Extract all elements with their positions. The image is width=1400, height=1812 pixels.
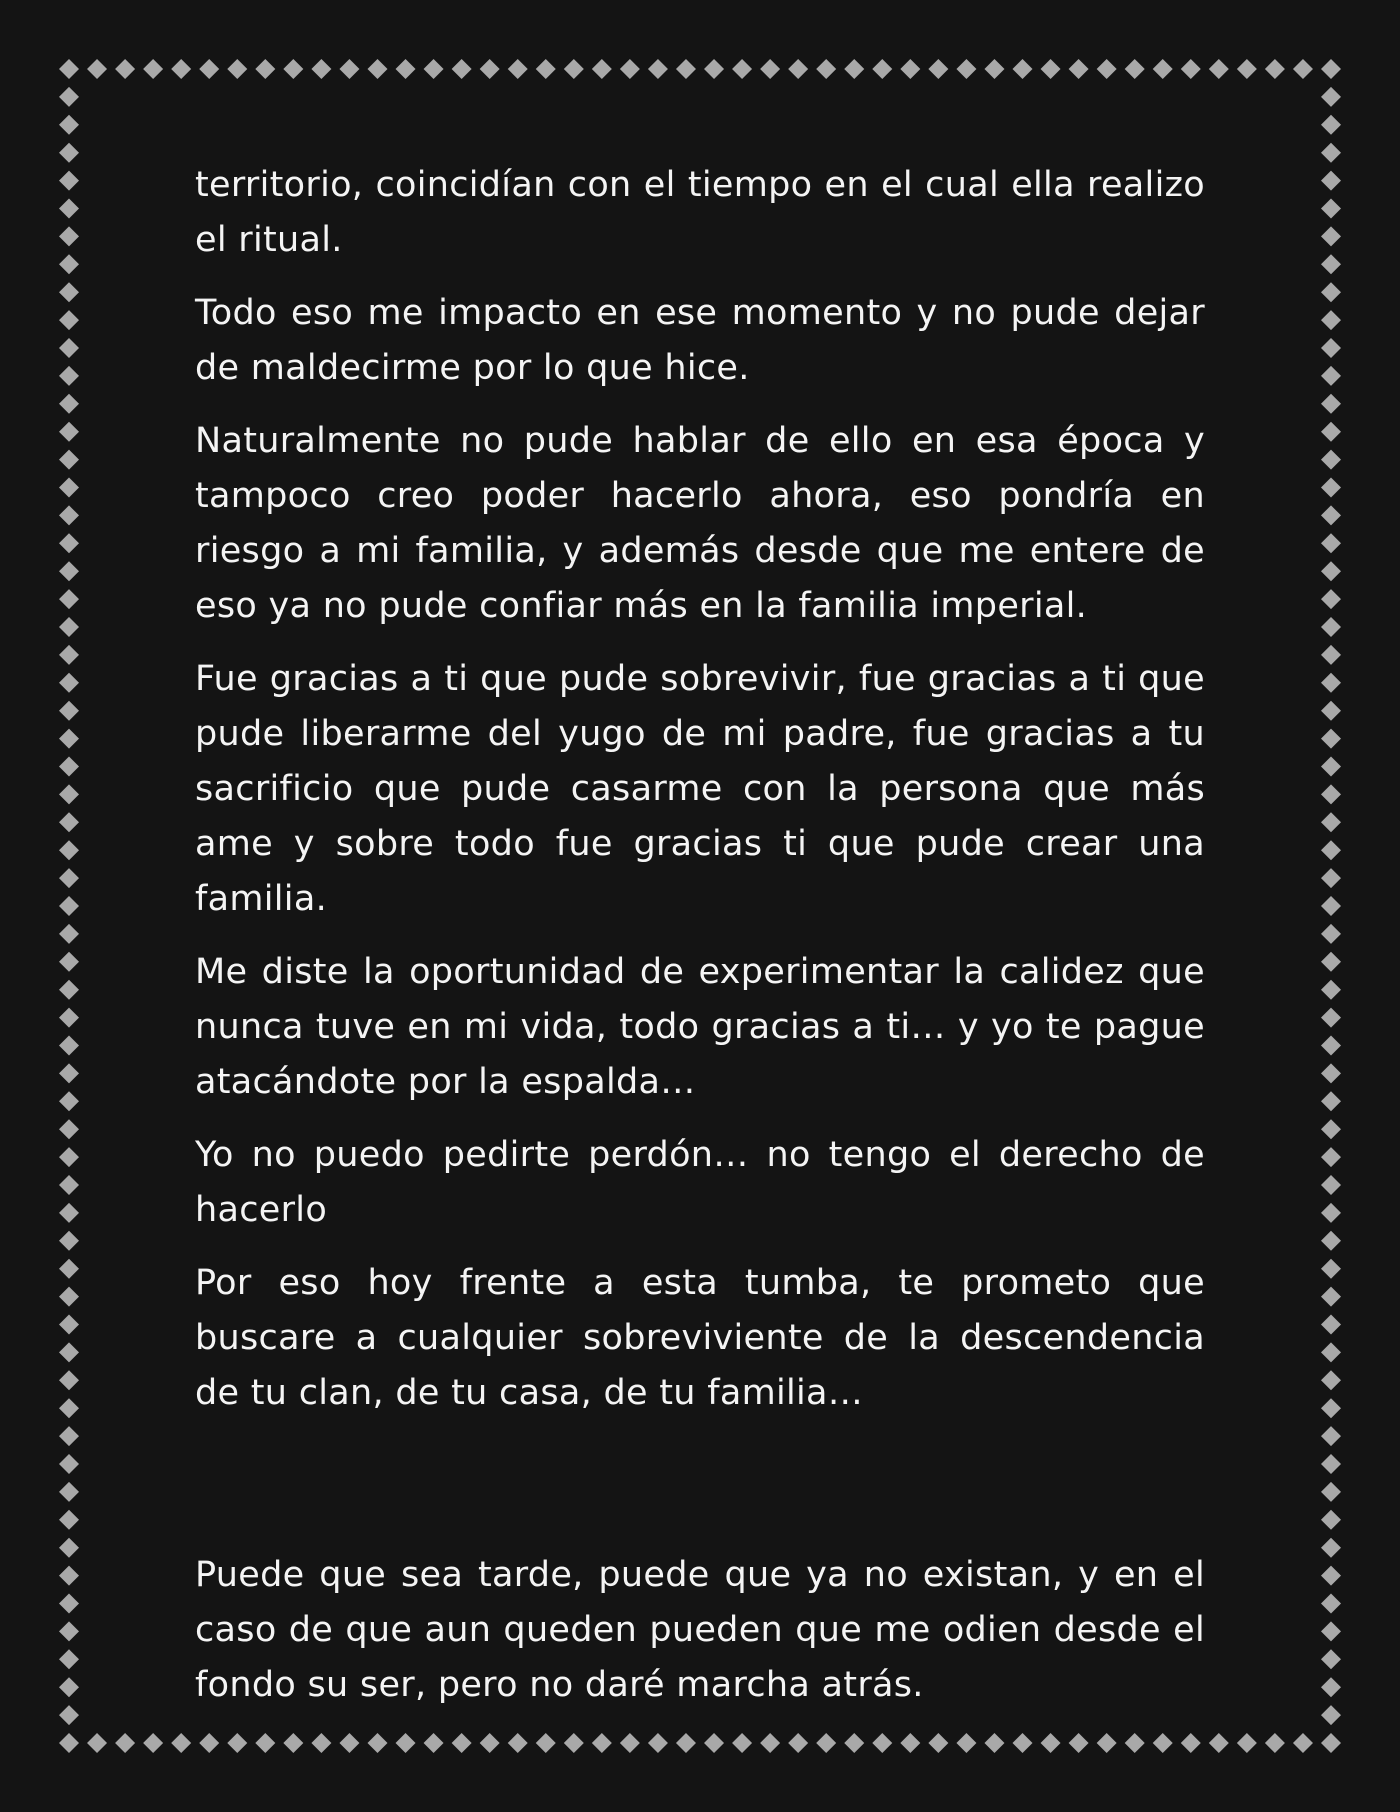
- border-diamond-right: [1321, 1147, 1341, 1167]
- border-diamond-top: [1041, 59, 1061, 79]
- border-diamond-top: [648, 59, 668, 79]
- border-diamond-top: [592, 59, 612, 79]
- border-diamond-left: [59, 812, 79, 832]
- border-diamond-bottom: [424, 1733, 444, 1753]
- border-diamond-bottom: [311, 1733, 331, 1753]
- border-diamond-top: [1153, 59, 1173, 79]
- border-diamond-bottom: [171, 1733, 191, 1753]
- border-diamond-right: [1321, 199, 1341, 219]
- paragraph-6: Yo no puedo pedirte perdón… no tengo el derecho de hacerlo: [195, 1135, 1205, 1230]
- border-diamond-left: [59, 1398, 79, 1418]
- border-diamond-right: [1321, 1203, 1341, 1223]
- border-diamond-right: [1321, 1370, 1341, 1390]
- border-diamond-bottom: [1265, 1733, 1285, 1753]
- border-diamond-bottom: [1125, 1733, 1145, 1753]
- border-diamond-left: [59, 701, 79, 721]
- border-diamond-top: [1097, 59, 1117, 79]
- border-diamond-left: [59, 143, 79, 163]
- border-diamond-bottom: [143, 1733, 163, 1753]
- border-diamond-right: [1321, 366, 1341, 386]
- border-diamond-right: [1321, 310, 1341, 330]
- border-diamond-top: [900, 59, 920, 79]
- border-diamond-left: [59, 1677, 79, 1697]
- border-diamond-left: [59, 589, 79, 609]
- border-diamond-left: [59, 1594, 79, 1614]
- border-diamond-right: [1321, 87, 1341, 107]
- border-diamond-right: [1321, 896, 1341, 916]
- border-diamond-left: [59, 533, 79, 553]
- border-diamond-right: [1321, 1342, 1341, 1362]
- border-diamond-left: [59, 422, 79, 442]
- border-diamond-bottom: [255, 1733, 275, 1753]
- border-diamond-bottom: [676, 1733, 696, 1753]
- border-diamond-right: [1321, 450, 1341, 470]
- border-diamond-right: [1321, 701, 1341, 721]
- border-diamond-left: [59, 254, 79, 274]
- border-diamond-bottom: [227, 1733, 247, 1753]
- border-diamond-bottom: [956, 1733, 976, 1753]
- border-diamond-right: [1321, 1649, 1341, 1669]
- border-diamond-bottom: [592, 1733, 612, 1753]
- border-diamond-right: [1321, 589, 1341, 609]
- border-diamond-bottom: [928, 1733, 948, 1753]
- border-diamond-left: [59, 1454, 79, 1474]
- border-diamond-left: [59, 1510, 79, 1530]
- border-diamond-right: [1321, 729, 1341, 749]
- border-diamond-left: [59, 1259, 79, 1279]
- border-diamond-bottom: [59, 1733, 79, 1753]
- border-diamond-left: [59, 1538, 79, 1558]
- border-diamond-top: [984, 59, 1004, 79]
- border-diamond-bottom: [283, 1733, 303, 1753]
- border-diamond-top: [227, 59, 247, 79]
- border-diamond-right: [1321, 1677, 1341, 1697]
- border-diamond-right: [1321, 1063, 1341, 1083]
- border-diamond-right: [1321, 784, 1341, 804]
- border-diamond-bottom: [816, 1733, 836, 1753]
- border-diamond-top: [1125, 59, 1145, 79]
- border-diamond-bottom: [1209, 1733, 1229, 1753]
- border-diamond-top: [396, 59, 416, 79]
- border-diamond-top: [1237, 59, 1257, 79]
- border-diamond-left: [59, 450, 79, 470]
- border-diamond-right: [1321, 1036, 1341, 1056]
- border-diamond-top: [115, 59, 135, 79]
- border-diamond-left: [59, 1231, 79, 1251]
- border-diamond-right: [1321, 1008, 1341, 1028]
- border-diamond-top: [1209, 59, 1229, 79]
- border-diamond-bottom: [732, 1733, 752, 1753]
- border-diamond-left: [59, 896, 79, 916]
- border-diamond-right: [1321, 1287, 1341, 1307]
- border-diamond-left: [59, 1370, 79, 1390]
- border-diamond-top: [620, 59, 640, 79]
- border-diamond-right: [1321, 1259, 1341, 1279]
- border-diamond-right: [1321, 1175, 1341, 1195]
- border-diamond-left: [59, 1482, 79, 1502]
- border-diamond-top: [283, 59, 303, 79]
- border-diamond-left: [59, 366, 79, 386]
- border-diamond-left: [59, 757, 79, 777]
- border-diamond-left: [59, 171, 79, 191]
- border-diamond-right: [1321, 1705, 1341, 1725]
- border-diamond-left: [59, 784, 79, 804]
- border-diamond-bottom: [480, 1733, 500, 1753]
- border-diamond-bottom: [1181, 1733, 1201, 1753]
- border-diamond-top: [480, 59, 500, 79]
- paragraph-1: territorio, coincidían con el tiempo en el cual ella realizo el ritual.: [195, 165, 1205, 260]
- border-diamond-right: [1321, 338, 1341, 358]
- border-diamond-right: [1321, 757, 1341, 777]
- border-diamond-left: [59, 980, 79, 1000]
- border-diamond-left: [59, 1175, 79, 1195]
- border-diamond-left: [59, 282, 79, 302]
- border-diamond-right: [1321, 645, 1341, 665]
- border-diamond-right: [1321, 254, 1341, 274]
- border-diamond-right: [1321, 812, 1341, 832]
- paragraph-7: Por eso hoy frente a esta tumba, te prometo que buscare a cualquier sobreviviente de la descendencia de tu clan, de tu casa, de tu familia…: [195, 1263, 1205, 1413]
- border-diamond-top: [732, 59, 752, 79]
- border-diamond-left: [59, 1621, 79, 1641]
- border-diamond-right: [1321, 1454, 1341, 1474]
- border-diamond-right: [1321, 868, 1341, 888]
- border-diamond-top: [255, 59, 275, 79]
- border-diamond-top: [199, 59, 219, 79]
- paragraph-8: Puede que sea tarde, puede que ya no existan, y en el caso de que aun queden pueden que me odien desde el fondo su ser, pero no daré marcha atrás.: [195, 1555, 1205, 1705]
- paragraph-5: Me diste la oportunidad de experimentar la calidez que nunca tuve en mi vida, todo gracias a ti… y yo te pague atacándote por la espalda…: [195, 952, 1205, 1102]
- border-diamond-left: [59, 645, 79, 665]
- border-diamond-bottom: [984, 1733, 1004, 1753]
- border-diamond-right: [1321, 1231, 1341, 1251]
- border-diamond-right: [1321, 226, 1341, 246]
- border-diamond-top: [1265, 59, 1285, 79]
- border-diamond-left: [59, 1203, 79, 1223]
- border-diamond-top: [676, 59, 696, 79]
- border-diamond-right: [1321, 617, 1341, 637]
- border-diamond-left: [59, 1063, 79, 1083]
- border-diamond-left: [59, 840, 79, 860]
- border-diamond-top: [928, 59, 948, 79]
- border-diamond-bottom: [115, 1733, 135, 1753]
- border-diamond-left: [59, 729, 79, 749]
- border-diamond-top: [1013, 59, 1033, 79]
- border-diamond-bottom: [367, 1733, 387, 1753]
- border-diamond-bottom: [339, 1733, 359, 1753]
- border-diamond-top: [760, 59, 780, 79]
- border-diamond-bottom: [1237, 1733, 1257, 1753]
- border-diamond-right: [1321, 952, 1341, 972]
- border-diamond-left: [59, 1649, 79, 1669]
- border-diamond-left: [59, 952, 79, 972]
- border-diamond-bottom: [536, 1733, 556, 1753]
- border-diamond-right: [1321, 1566, 1341, 1586]
- border-diamond-bottom: [199, 1733, 219, 1753]
- border-diamond-right: [1321, 673, 1341, 693]
- border-diamond-right: [1321, 1594, 1341, 1614]
- border-diamond-top: [367, 59, 387, 79]
- border-diamond-top: [704, 59, 724, 79]
- border-diamond-right: [1321, 1119, 1341, 1139]
- border-diamond-left: [59, 505, 79, 525]
- border-diamond-top: [171, 59, 191, 79]
- border-diamond-top: [424, 59, 444, 79]
- border-diamond-left: [59, 868, 79, 888]
- border-diamond-right: [1321, 1398, 1341, 1418]
- border-diamond-left: [59, 115, 79, 135]
- border-diamond-top: [311, 59, 331, 79]
- border-diamond-bottom: [760, 1733, 780, 1753]
- border-diamond-right: [1321, 1426, 1341, 1446]
- border-diamond-bottom: [1041, 1733, 1061, 1753]
- border-diamond-left: [59, 1008, 79, 1028]
- border-diamond-bottom: [452, 1733, 472, 1753]
- border-diamond-top: [788, 59, 808, 79]
- border-diamond-top: [143, 59, 163, 79]
- border-diamond-bottom: [900, 1733, 920, 1753]
- border-diamond-top: [1181, 59, 1201, 79]
- border-diamond-right: [1321, 282, 1341, 302]
- border-diamond-top: [87, 59, 107, 79]
- border-diamond-right: [1321, 840, 1341, 860]
- border-diamond-right: [1321, 394, 1341, 414]
- border-diamond-top: [1293, 59, 1313, 79]
- border-diamond-top: [452, 59, 472, 79]
- document-body: [195, 158, 1205, 1731]
- border-diamond-right: [1321, 422, 1341, 442]
- border-diamond-right: [1321, 1510, 1341, 1530]
- border-diamond-left: [59, 1705, 79, 1725]
- border-diamond-bottom: [1321, 1733, 1341, 1753]
- paragraph-4: Fue gracias a ti que pude sobrevivir, fue gracias a ti que pude liberarme del yugo de mi padre, fue gracias a tu sacrificio que pude casarme con la persona que más ame y sobre todo fue gracias ti que pude crear una familia.: [195, 659, 1205, 919]
- border-diamond-left: [59, 226, 79, 246]
- border-diamond-bottom: [648, 1733, 668, 1753]
- border-diamond-left: [59, 1426, 79, 1446]
- border-diamond-right: [1321, 1315, 1341, 1335]
- border-diamond-top: [564, 59, 584, 79]
- border-diamond-bottom: [508, 1733, 528, 1753]
- border-diamond-right: [1321, 1538, 1341, 1558]
- border-diamond-left: [59, 394, 79, 414]
- border-diamond-bottom: [564, 1733, 584, 1753]
- border-diamond-left: [59, 310, 79, 330]
- border-diamond-left: [59, 673, 79, 693]
- border-diamond-right: [1321, 478, 1341, 498]
- border-diamond-left: [59, 1315, 79, 1335]
- border-diamond-bottom: [1153, 1733, 1173, 1753]
- border-diamond-left: [59, 924, 79, 944]
- border-diamond-right: [1321, 115, 1341, 135]
- border-diamond-top: [1321, 59, 1341, 79]
- border-diamond-top: [872, 59, 892, 79]
- paragraph-3: Naturalmente no pude hablar de ello en esa época y tampoco creo poder hacerlo ahora, eso pondría en riesgo a mi familia, y además desde que me entere de eso ya no pude confiar más en la familia imperial.: [195, 421, 1205, 626]
- border-diamond-top: [59, 59, 79, 79]
- border-diamond-left: [59, 1119, 79, 1139]
- border-diamond-right: [1321, 1621, 1341, 1641]
- border-diamond-right: [1321, 533, 1341, 553]
- border-diamond-bottom: [872, 1733, 892, 1753]
- border-diamond-bottom: [620, 1733, 640, 1753]
- border-diamond-bottom: [1097, 1733, 1117, 1753]
- border-diamond-left: [59, 478, 79, 498]
- border-diamond-top: [536, 59, 556, 79]
- border-diamond-left: [59, 1342, 79, 1362]
- border-diamond-right: [1321, 1091, 1341, 1111]
- border-diamond-left: [59, 1091, 79, 1111]
- border-diamond-top: [508, 59, 528, 79]
- border-diamond-bottom: [1013, 1733, 1033, 1753]
- border-diamond-bottom: [87, 1733, 107, 1753]
- border-diamond-left: [59, 1287, 79, 1307]
- border-diamond-right: [1321, 561, 1341, 581]
- border-diamond-right: [1321, 505, 1341, 525]
- border-diamond-right: [1321, 924, 1341, 944]
- paragraph-2: Todo eso me impacto en ese momento y no pude dejar de maldecirme por lo que hice.: [195, 293, 1205, 388]
- border-diamond-bottom: [1293, 1733, 1313, 1753]
- border-diamond-top: [844, 59, 864, 79]
- border-diamond-bottom: [788, 1733, 808, 1753]
- border-diamond-right: [1321, 1482, 1341, 1502]
- border-diamond-top: [816, 59, 836, 79]
- border-diamond-left: [59, 617, 79, 637]
- border-diamond-top: [956, 59, 976, 79]
- border-diamond-right: [1321, 143, 1341, 163]
- border-diamond-left: [59, 1147, 79, 1167]
- border-diamond-bottom: [704, 1733, 724, 1753]
- border-diamond-left: [59, 1036, 79, 1056]
- border-diamond-right: [1321, 980, 1341, 1000]
- border-diamond-right: [1321, 171, 1341, 191]
- border-diamond-top: [1069, 59, 1089, 79]
- border-diamond-left: [59, 87, 79, 107]
- border-diamond-bottom: [396, 1733, 416, 1753]
- border-diamond-left: [59, 1566, 79, 1586]
- border-diamond-top: [339, 59, 359, 79]
- border-diamond-left: [59, 199, 79, 219]
- border-diamond-left: [59, 561, 79, 581]
- border-diamond-left: [59, 338, 79, 358]
- border-diamond-bottom: [844, 1733, 864, 1753]
- border-diamond-bottom: [1069, 1733, 1089, 1753]
